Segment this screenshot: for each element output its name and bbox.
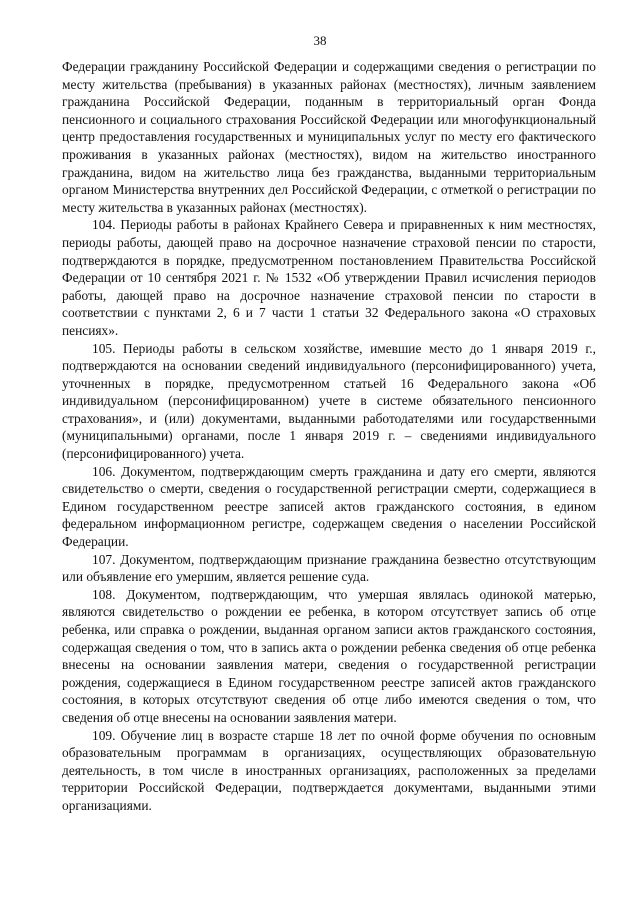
paragraph-109: 109. Обучение лиц в возрасте старше 18 лет по очной форме обучения по основным образовательным программам в организациях, осуществляющих образовательную деятельность, в том числе в иностранных организациях, расположенных за пределами территории Российской Федерации, подтверждается документами, выданными этими организациями. (62, 727, 596, 813)
paragraph-104: 104. Периоды работы в районах Крайнего Севера и приравненных к ним местностях, периоды работы, дающей право на досрочное назначение страховой пенсии по старости, подтверждаются в порядке, предусмотренном постановлением Правительства Российской Федерации от 10 сентября 2021 г. № 1532 «Об утверждении Правил исчисления периодов работы, дающей право на досрочное назначение страховой пенсии по старости в соответствии с пунктами 2, 6 и 7 части 1 статьи 32 Федерального закона «О страховых пенсиях». (62, 217, 596, 338)
document-body (62, 58, 596, 815)
page-number: 38 (313, 33, 327, 48)
paragraph-105: 105. Периоды работы в сельском хозяйстве, имевшие место до 1 января 2019 г., подтверждаются на основании сведений индивидуального (персонифицированного) учета, уточненных в порядке, предусмотренном статьей 16 Федерального закона «Об индивидуальном (персонифицированном) учете в системе обязательного пенсионного страхования», и (или) документами, выданными работодателями или государственными (муниципальными) органами, после 1 января 2019 г. – сведениями индивидуального (персонифицированного) учета. (62, 340, 596, 462)
paragraph-107: 107. Документом, подтверждающим признание гражданина безвестно отсутствующим или объявление его умершим, является решение суда. (62, 551, 596, 585)
paragraph-continuation: Федерации гражданину Российской Федерации и содержащими сведения о регистрации по месту жительства (пребывания) в указанных районах (местностях), личным заявлением гражданина Российской Федерации, поданным в территориальный орган Фонда пенсионного и социального страхования Российской Федерации или многофункциональный центр предоставления государственных и муниципальных услуг по месту его фактического проживания в указанных районах (местностях), видом на жительство иностранного гражданина, видом на жительство лица без гражданства, выданными территориальным органом Министерства внутренних дел Российской Федерации, с отметкой о регистрации по месту жительства в указанных районах (местностях). (62, 59, 596, 215)
paragraph-108: 108. Документом, подтверждающим, что умершая являлась одинокой матерью, являются свидетельство о рождении ее ребенка, в котором отсутствует запись об отце ребенка, или справка о рождении, выданная органом записи актов гражданского состояния, содержащая сведения о том, что в запись акта о рождении ребенка сведения об отце ребенка внесены на основании заявления матери, сведения о государственной регистрации рождения, содержащиеся в Едином государственном реестре записей актов гражданского состояния, в которых отсутствуют сведения об отце либо имеются сведения о том, что сведения об отце внесены на основании заявления матери. (62, 586, 596, 725)
paragraph-106: 106. Документом, подтверждающим смерть гражданина и дату его смерти, являются свидетельство о смерти, сведения о государственной регистрации смерти, содержащиеся в Едином государственном реестре записей актов гражданского состояния, в едином федеральном информационном регистре, содержащем сведения о населении Российской Федерации. (62, 463, 596, 550)
